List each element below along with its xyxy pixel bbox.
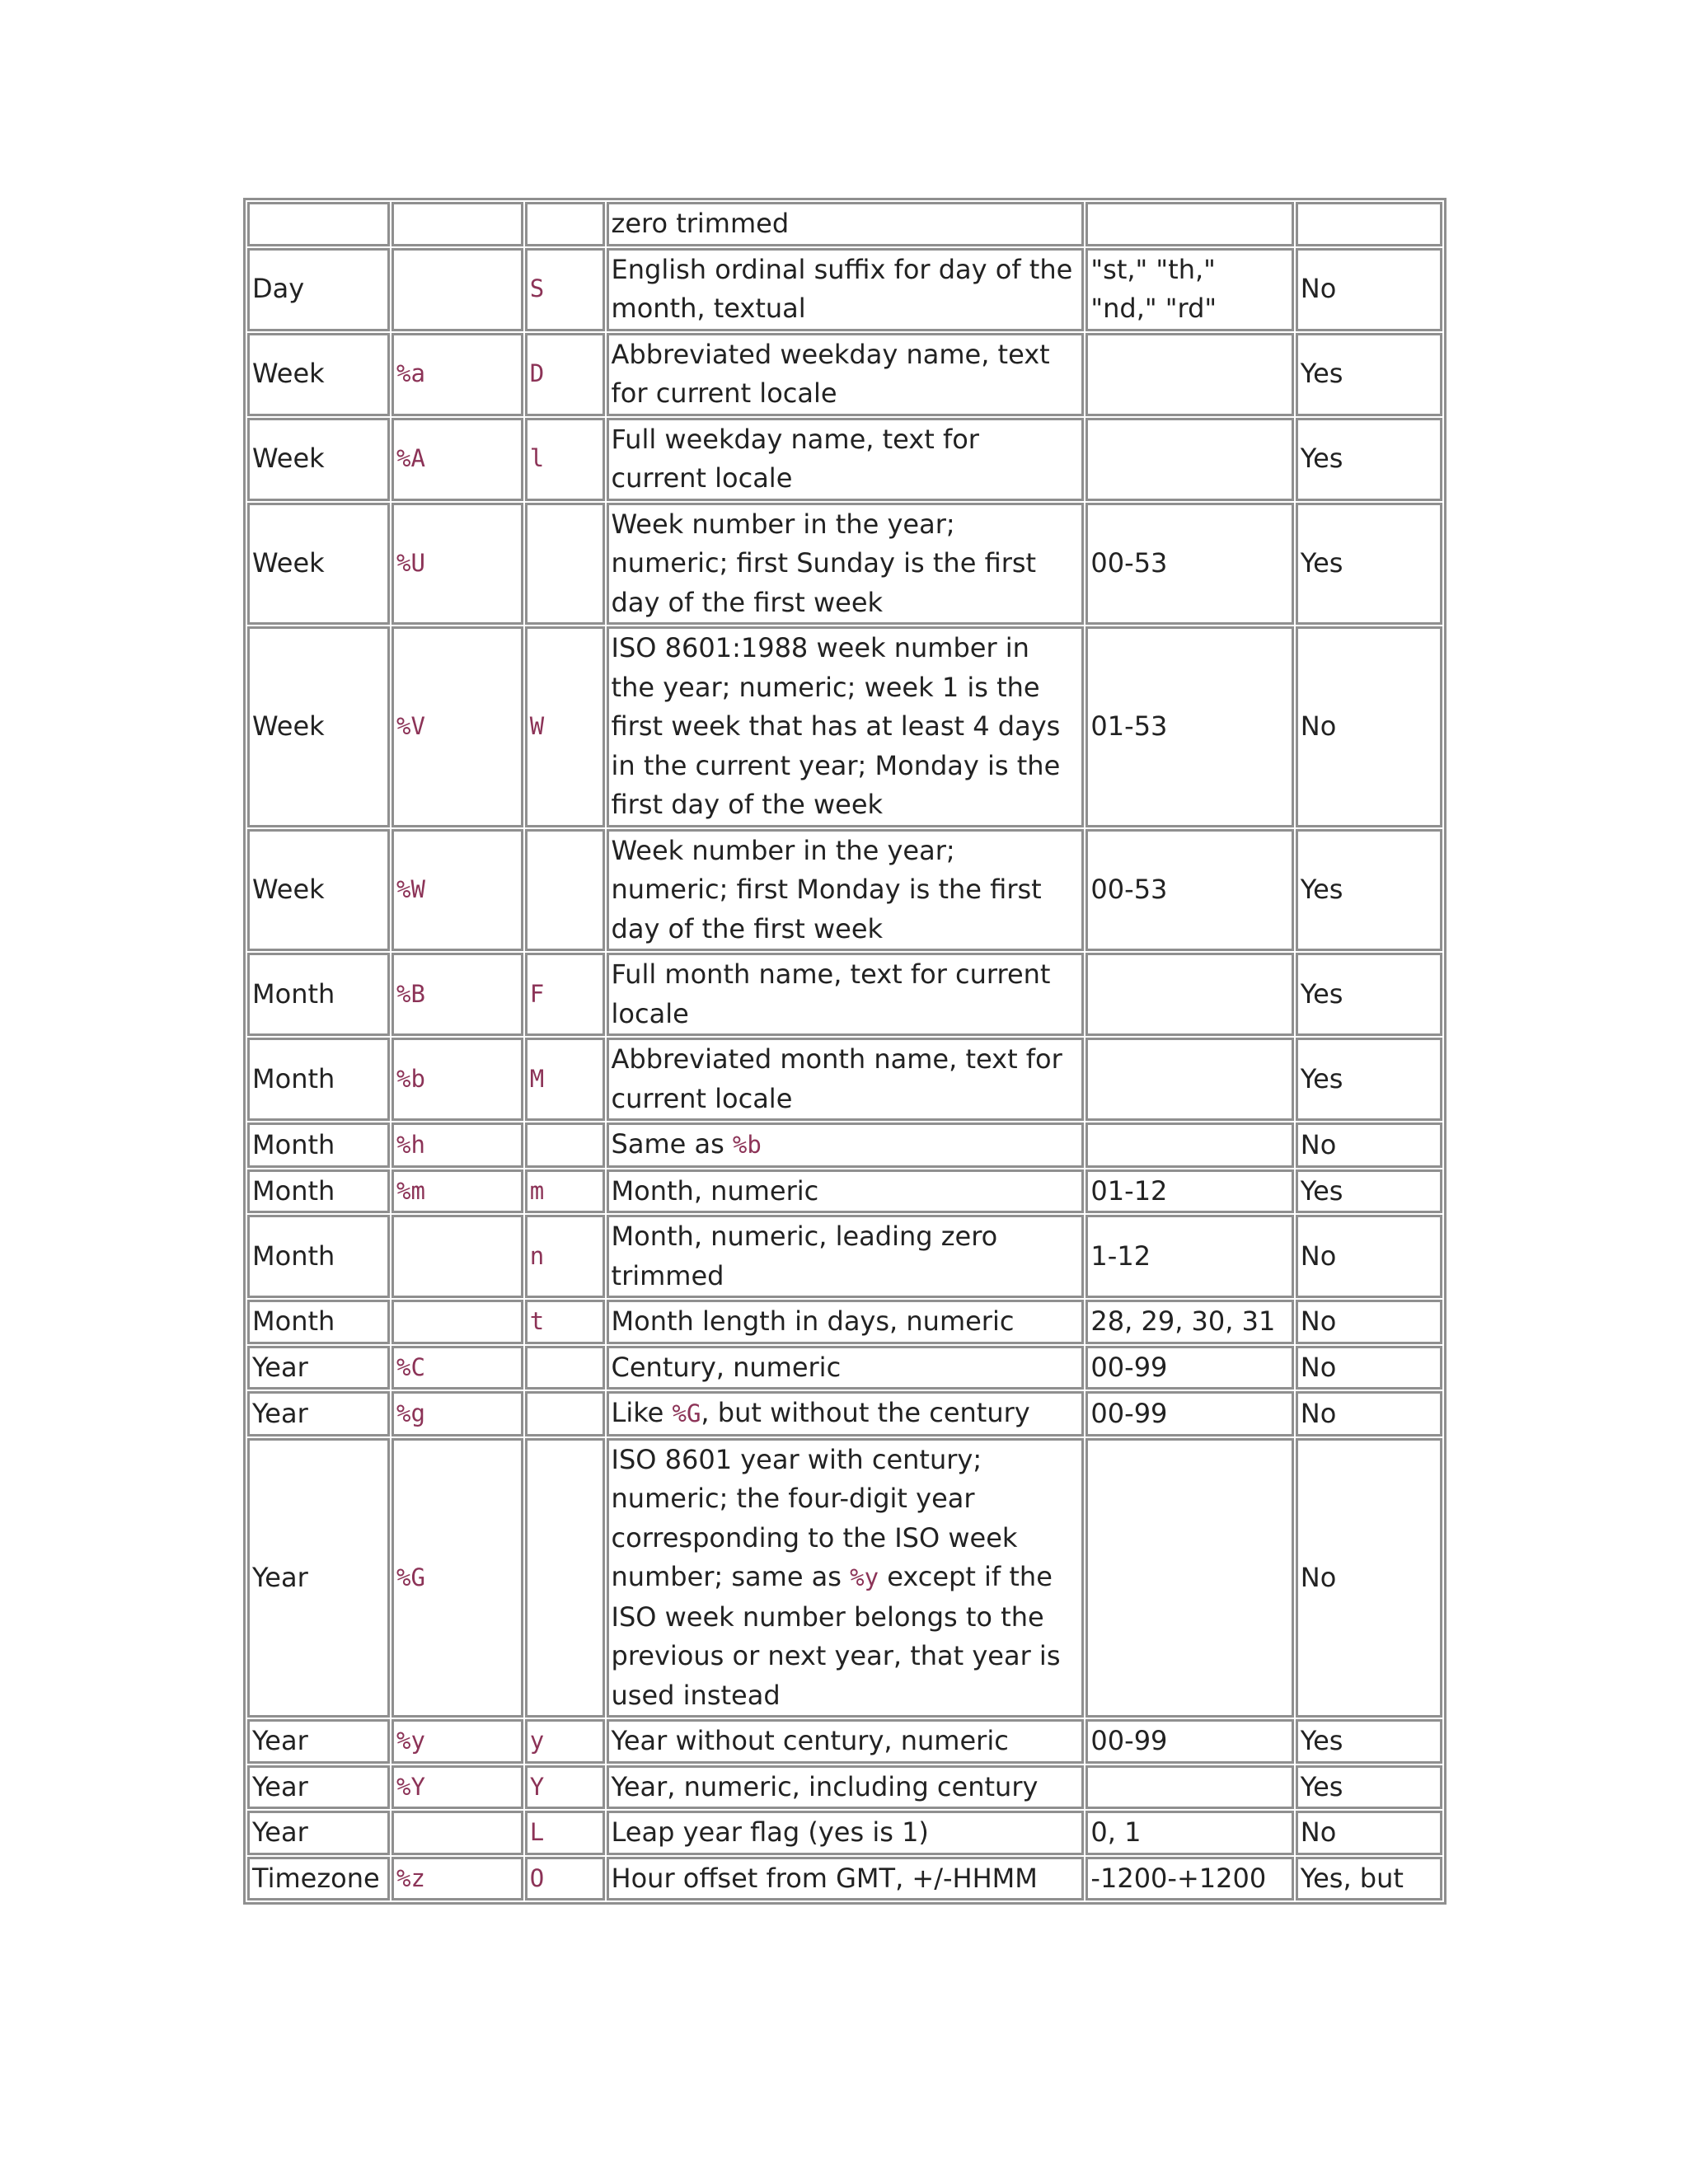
description-cell <box>607 829 1085 952</box>
table-row <box>247 248 1442 331</box>
date-code-cell: n <box>525 1215 605 1298</box>
unit-cell: Year <box>247 1719 390 1764</box>
unit-cell: Week <box>247 829 390 952</box>
range-cell: 00-99 <box>1085 1346 1293 1390</box>
description-text-continued: except if the ISO week number belongs to the previous or next year, that year is used instead <box>611 1561 1061 1711</box>
locale-cell: Yes <box>1296 333 1442 416</box>
unit-cell: Month <box>247 1038 390 1121</box>
unit-cell: Year <box>247 1391 390 1436</box>
range-cell: 0, 1 <box>1085 1811 1293 1855</box>
locale-cell: Yes <box>1296 418 1442 501</box>
strftime-code-cell: %U <box>392 503 523 626</box>
description-text: ISO 8601:1988 week number in the year; numeric; week 1 is the first week that has at least 4 days in the current year; Monday is the first day of the week <box>611 632 1061 820</box>
description-text: Full month name, text for current locale <box>611 958 1051 1029</box>
range-cell: 00-53 <box>1085 829 1293 952</box>
locale-cell: No <box>1296 626 1442 827</box>
locale-cell: Yes <box>1296 1169 1442 1214</box>
description-cell <box>607 418 1085 501</box>
locale-cell: Yes, but <box>1296 1857 1442 1901</box>
unit-cell: Week <box>247 333 390 416</box>
range-cell: -1200-+1200 <box>1085 1857 1293 1901</box>
strftime-code-cell: %V <box>392 626 523 827</box>
table-row <box>247 1122 1442 1168</box>
range-cell <box>1085 1765 1293 1810</box>
unit-cell: Month <box>247 1215 390 1298</box>
range-cell <box>1085 333 1293 416</box>
date-code-cell <box>525 202 605 246</box>
description-text: Hour offset from GMT, +/-HHMM <box>611 1862 1038 1894</box>
locale-cell: No <box>1296 1215 1442 1298</box>
table-row <box>247 1811 1442 1855</box>
unit-cell: Week <box>247 503 390 626</box>
description-text: Week number in the year; numeric; first Sunday is the first day of the first week <box>611 508 1037 618</box>
date-code-cell: M <box>525 1038 605 1121</box>
inline-code: %G <box>672 1399 701 1427</box>
strftime-code-cell: %g <box>392 1391 523 1436</box>
description-cell <box>607 1857 1085 1901</box>
date-code-cell: D <box>525 333 605 416</box>
date-code-cell: m <box>525 1169 605 1214</box>
locale-cell: No <box>1296 1346 1442 1390</box>
table-row <box>247 1215 1442 1298</box>
description-text-continued: , but without the century <box>701 1397 1030 1428</box>
description-cell <box>607 503 1085 626</box>
table-row <box>247 953 1442 1036</box>
description-text: Year without century, numeric <box>611 1725 1009 1756</box>
locale-cell <box>1296 202 1442 246</box>
strftime-code-cell <box>392 248 523 331</box>
unit-cell: Month <box>247 1122 390 1168</box>
date-code-cell <box>525 829 605 952</box>
description-cell <box>607 1038 1085 1121</box>
unit-cell: Day <box>247 248 390 331</box>
locale-cell: Yes <box>1296 953 1442 1036</box>
strftime-code-cell <box>392 1811 523 1855</box>
range-cell <box>1085 953 1293 1036</box>
description-text: Full weekday name, text for current locale <box>611 423 979 494</box>
locale-cell: No <box>1296 1438 1442 1718</box>
table-row <box>247 1300 1442 1344</box>
strftime-code-cell: %z <box>392 1857 523 1901</box>
unit-cell: Year <box>247 1811 390 1855</box>
description-cell <box>607 1169 1085 1214</box>
range-cell <box>1085 202 1293 246</box>
description-cell <box>607 1719 1085 1764</box>
range-cell: 28, 29, 30, 31 <box>1085 1300 1293 1344</box>
description-text: Month, numeric, leading zero trimmed <box>611 1221 998 1291</box>
unit-cell: Month <box>247 1169 390 1214</box>
table-row <box>247 1038 1442 1121</box>
strftime-code-cell: %Y <box>392 1765 523 1810</box>
unit-cell: Year <box>247 1346 390 1390</box>
date-code-cell <box>525 503 605 626</box>
table-row <box>247 829 1442 952</box>
table-row <box>247 1438 1442 1718</box>
strftime-code-cell: %h <box>392 1122 523 1168</box>
strftime-code-cell <box>392 1300 523 1344</box>
description-cell <box>607 1391 1085 1436</box>
strftime-code-cell: %G <box>392 1438 523 1718</box>
locale-cell: Yes <box>1296 1765 1442 1810</box>
description-text: Abbreviated weekday name, text for current locale <box>611 338 1050 409</box>
locale-cell: No <box>1296 248 1442 331</box>
range-cell <box>1085 1122 1293 1168</box>
date-code-cell: F <box>525 953 605 1036</box>
locale-cell: Yes <box>1296 1038 1442 1121</box>
strftime-code-cell: %B <box>392 953 523 1036</box>
description-cell <box>607 1215 1085 1298</box>
description-text: ISO 8601 year with century; numeric; the four-digit year corresponding to the ISO week number; same as <box>611 1443 1018 1592</box>
strftime-code-cell <box>392 202 523 246</box>
unit-cell: Year <box>247 1765 390 1810</box>
description-text: Year, numeric, including century <box>611 1770 1039 1802</box>
range-cell: 00-99 <box>1085 1391 1293 1436</box>
unit-cell: Month <box>247 1300 390 1344</box>
description-cell <box>607 1300 1085 1344</box>
description-cell <box>607 626 1085 827</box>
table-row <box>247 1765 1442 1810</box>
range-cell: 00-53 <box>1085 503 1293 626</box>
range-cell <box>1085 1038 1293 1121</box>
range-cell <box>1085 418 1293 501</box>
locale-cell: No <box>1296 1300 1442 1344</box>
table-row <box>247 1391 1442 1436</box>
description-text: Leap year flag (yes is 1) <box>611 1816 929 1848</box>
description-cell <box>607 202 1085 246</box>
table-row <box>247 626 1442 827</box>
range-cell: "st," "th," "nd," "rd" <box>1085 248 1293 331</box>
description-cell <box>607 1811 1085 1855</box>
strftime-code-cell: %m <box>392 1169 523 1214</box>
date-code-cell: S <box>525 248 605 331</box>
inline-code: %b <box>732 1131 762 1159</box>
description-text: Same as <box>611 1128 733 1160</box>
range-cell: 01-12 <box>1085 1169 1293 1214</box>
unit-cell: Week <box>247 418 390 501</box>
description-text: English ordinal suffix for day of the month, textual <box>611 253 1073 324</box>
strftime-code-cell: %a <box>392 333 523 416</box>
unit-cell <box>247 202 390 246</box>
strftime-code-cell: %A <box>392 418 523 501</box>
table-row <box>247 1346 1442 1390</box>
description-cell <box>607 1438 1085 1718</box>
unit-cell: Timezone <box>247 1857 390 1901</box>
date-code-cell: L <box>525 1811 605 1855</box>
strftime-code-cell: %C <box>392 1346 523 1390</box>
date-code-cell <box>525 1438 605 1718</box>
range-cell: 01-53 <box>1085 626 1293 827</box>
locale-cell: Yes <box>1296 1719 1442 1764</box>
strftime-code-cell <box>392 1215 523 1298</box>
description-cell <box>607 953 1085 1036</box>
date-code-cell <box>525 1122 605 1168</box>
table-row <box>247 418 1442 501</box>
range-cell <box>1085 1438 1293 1718</box>
locale-cell: Yes <box>1296 503 1442 626</box>
locale-cell: No <box>1296 1391 1442 1436</box>
inline-code: %y <box>850 1563 879 1591</box>
description-cell <box>607 248 1085 331</box>
description-text: Century, numeric <box>611 1351 842 1383</box>
table-row <box>247 333 1442 416</box>
date-code-cell: t <box>525 1300 605 1344</box>
strftime-code-cell: %b <box>392 1038 523 1121</box>
range-cell: 1-12 <box>1085 1215 1293 1298</box>
date-code-cell: O <box>525 1857 605 1901</box>
description-cell <box>607 1122 1085 1168</box>
format-specifier-table <box>243 198 1447 1905</box>
table-row <box>247 1169 1442 1214</box>
description-text: zero trimmed <box>611 208 790 239</box>
description-text: Month length in days, numeric <box>611 1305 1015 1337</box>
table-row <box>247 1857 1442 1901</box>
date-code-cell: l <box>525 418 605 501</box>
strftime-code-cell: %y <box>392 1719 523 1764</box>
description-text: Abbreviated month name, text for current locale <box>611 1043 1062 1114</box>
description-text: Like <box>611 1397 673 1428</box>
locale-cell: No <box>1296 1122 1442 1168</box>
unit-cell: Week <box>247 626 390 827</box>
table-row <box>247 202 1442 246</box>
unit-cell: Year <box>247 1438 390 1718</box>
date-code-cell: W <box>525 626 605 827</box>
table-row <box>247 1719 1442 1764</box>
description-text: Week number in the year; numeric; first Monday is the first day of the first week <box>611 834 1042 944</box>
date-code-cell <box>525 1391 605 1436</box>
locale-cell: Yes <box>1296 829 1442 952</box>
range-cell: 00-99 <box>1085 1719 1293 1764</box>
strftime-code-cell: %W <box>392 829 523 952</box>
description-cell <box>607 1346 1085 1390</box>
table-row <box>247 503 1442 626</box>
locale-cell: No <box>1296 1811 1442 1855</box>
description-text: Month, numeric <box>611 1174 819 1207</box>
description-cell <box>607 333 1085 416</box>
unit-cell: Month <box>247 953 390 1036</box>
description-cell <box>607 1765 1085 1810</box>
date-code-cell: Y <box>525 1765 605 1810</box>
date-code-cell <box>525 1346 605 1390</box>
date-code-cell: y <box>525 1719 605 1764</box>
